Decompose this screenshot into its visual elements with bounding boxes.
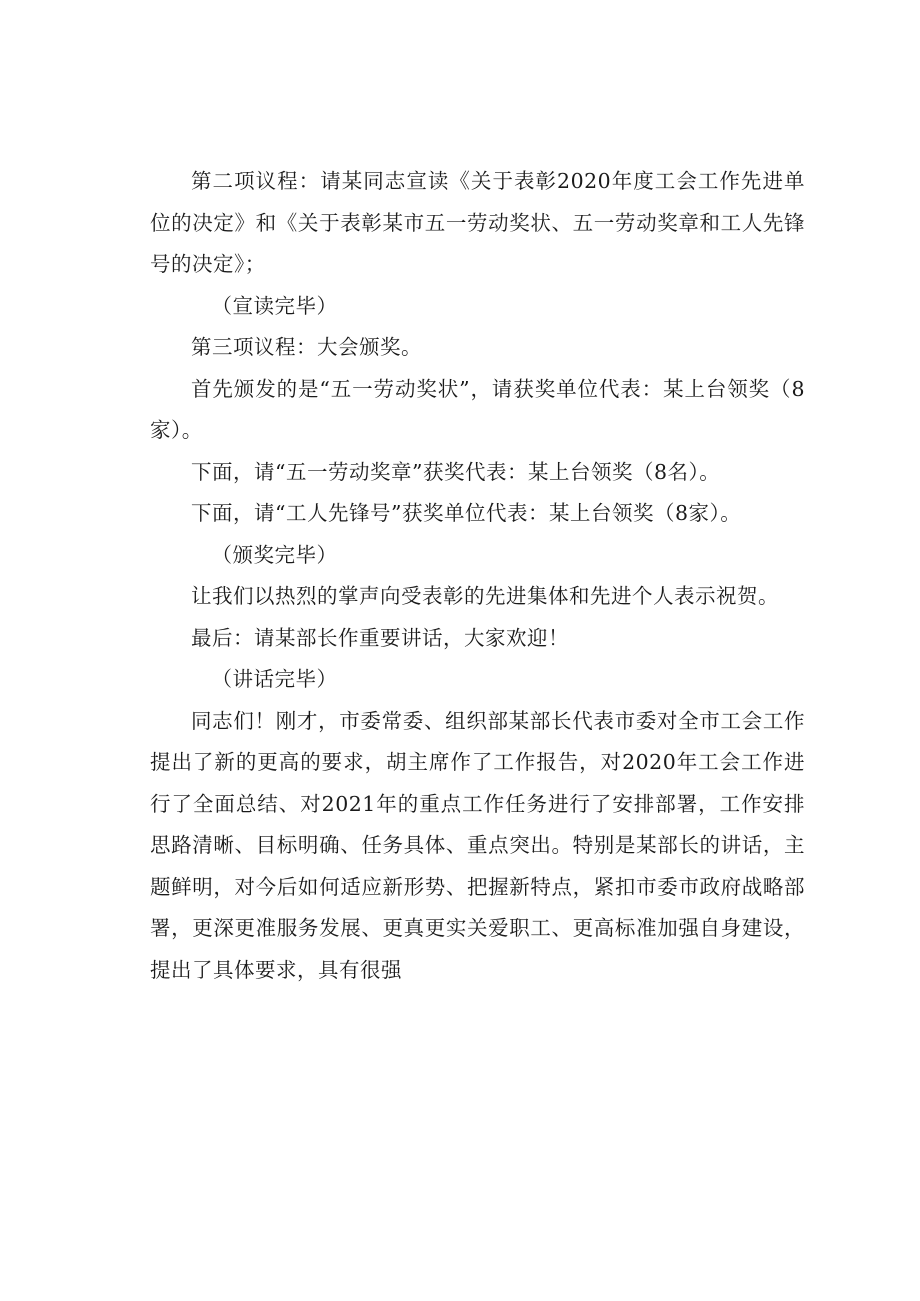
document-page [150,161,805,991]
paragraph-agenda-item-3: 第三项议程：大会颁奖。 [191,335,422,359]
paragraph-award-pioneer: 下面，请“工人先锋号”获奖单位代表：某上台领奖（8家）。 [191,501,742,525]
note-speech-finished: （讲话完毕） [211,667,338,691]
note-awards-finished: （颁奖完毕） [211,542,338,567]
paragraph-closing-remarks: 同志们！刚才，市委常委、组织部某部长代表市委对全市工会工作提出了新的更高的要求，胡主席作了工作报告，对2020年工会工作进行了全面总结、对2021年的重点工作任务进行了安排部署，工作安排思路清晰、目标明确、任务具体、重点突出。特别是某部长的讲话，主题鲜明，对今后如何适应新形势、把握新特点，紧扣市委市政府战略部署，更深更准服务发展、更真更实关爱职工、更高标准加强自身建设，提出了具体要求，具有很强 [150,708,805,982]
paragraph-award-medal: 下面，请“五一劳动奖章”获奖代表：某上台领奖（8名）。 [191,459,721,484]
paragraph-award-certificate: 首先颁发的是“五一劳动奖状”，请获奖单位代表：某上台领奖（8家）。 [150,376,805,442]
paragraph-applause: 让我们以热烈的掌声向受表彰的先进集体和先进个人表示祝贺。 [191,584,779,608]
paragraph-final-speech: 最后：请某部长作重要讲话，大家欢迎！ [191,625,569,650]
paragraph-agenda-item-2: 第二项议程：请某同志宣读《关于表彰2020年度工会工作先进单位的决定》和《关于表彰某市五一劳动奖状、五一劳动奖章和工人先锋号的决定》； [150,169,805,276]
note-reading-finished: （宣读完毕） [211,293,338,318]
